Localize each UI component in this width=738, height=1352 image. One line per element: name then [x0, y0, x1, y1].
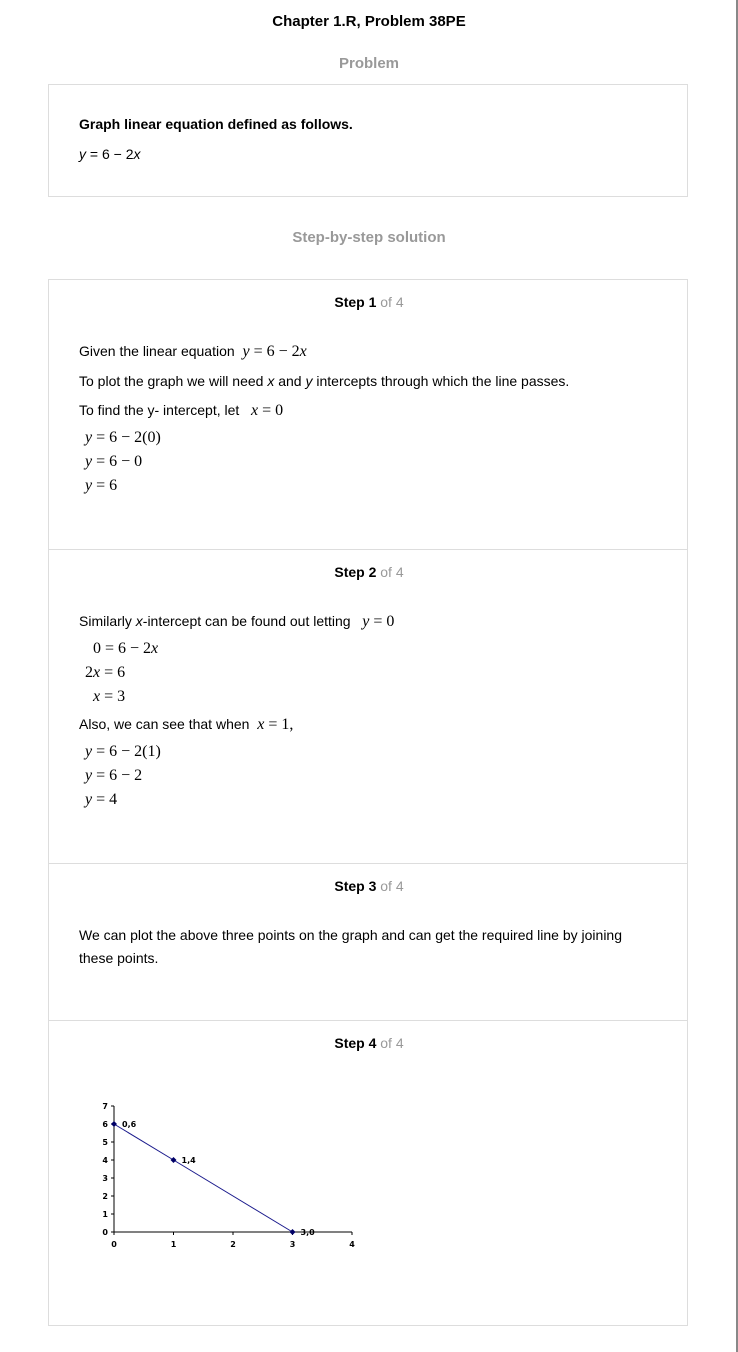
y-tick-label: 7: [102, 1102, 108, 1111]
y-tick-label: 5: [102, 1138, 108, 1147]
step-4-label: Step 4 of 4: [334, 1035, 404, 1051]
step-2-math-5: y = 6 − 2: [85, 767, 143, 784]
math: x = 1,: [257, 716, 294, 733]
step-1: [48, 279, 688, 550]
step-1-math-2: y = 6 − 0: [85, 453, 143, 470]
page-title: Chapter 1.R, Problem 38PE: [272, 13, 466, 30]
y-tick-label: 3: [102, 1174, 108, 1183]
y-tick-label: 0: [102, 1228, 108, 1237]
problem-box: [48, 84, 688, 197]
step-2-line-2: Also, we can see that when x = 1,: [79, 716, 294, 733]
step-2-math-3: x = 3: [93, 688, 126, 705]
step-3-text-1: We can plot the above three points on the graph and can get the required line by joining: [79, 927, 623, 943]
math: y = 0: [362, 613, 395, 630]
step-1-math-1: y = 6 − 2(0): [85, 429, 161, 446]
data-label: 1,4: [181, 1156, 196, 1165]
data-point: [171, 1157, 177, 1163]
y-tick-label: 1: [102, 1210, 108, 1219]
series-line: [114, 1124, 293, 1232]
step-2-label: Step 2 of 4: [334, 564, 404, 580]
solution-header: Step-by-step solution: [292, 229, 446, 246]
step-1-line-3: To find the y- intercept, let x = 0: [79, 402, 284, 419]
step-1-line-2: To plot the graph we will need x and y intercepts through which the line passes.: [79, 373, 570, 389]
line-chart: [104, 1101, 424, 1261]
problem-header: Problem: [338, 55, 399, 72]
step-3: [48, 863, 688, 1021]
step-3-label: Step 3 of 4: [334, 878, 404, 894]
y-tick-label: 4: [102, 1156, 108, 1165]
step-2-math-4: y = 6 − 2(1): [85, 743, 161, 760]
data-label: 3,0: [300, 1228, 315, 1237]
x-tick-label: 4: [349, 1240, 355, 1249]
math: y = 6 − 2x: [242, 343, 307, 360]
x-tick-label: 0: [111, 1240, 117, 1249]
y-tick-label: 6: [102, 1120, 108, 1129]
step-2: [48, 549, 688, 864]
data-point: [111, 1121, 117, 1127]
step-2-line-1: Similarly x-intercept can be found out letting y = 0: [79, 613, 395, 630]
step-4: [48, 1020, 688, 1326]
step-2-math-6: y = 4: [85, 791, 118, 808]
problem-heading: Graph linear equation defined as follows.: [79, 116, 353, 132]
data-point: [290, 1229, 296, 1235]
step-2-math-1: 0 = 6 − 2x: [93, 640, 159, 657]
step-1-label: Step 1 of 4: [334, 294, 404, 310]
data-label: 0,6: [122, 1120, 137, 1129]
y-tick-label: 2: [102, 1192, 108, 1201]
step-1-line-1: Given the linear equation y = 6 − 2x: [79, 343, 307, 360]
math: x = 0: [250, 402, 284, 419]
step-1-math-3: y = 6: [85, 477, 118, 494]
step-3-text-2: these points.: [79, 950, 159, 966]
problem-equation: y = 6 − 2x: [79, 146, 141, 162]
x-tick-label: 2: [230, 1240, 236, 1249]
x-tick-label: 1: [170, 1240, 177, 1249]
x-tick-label: 3: [289, 1240, 296, 1249]
step-2-math-2: 2x = 6: [85, 664, 126, 681]
